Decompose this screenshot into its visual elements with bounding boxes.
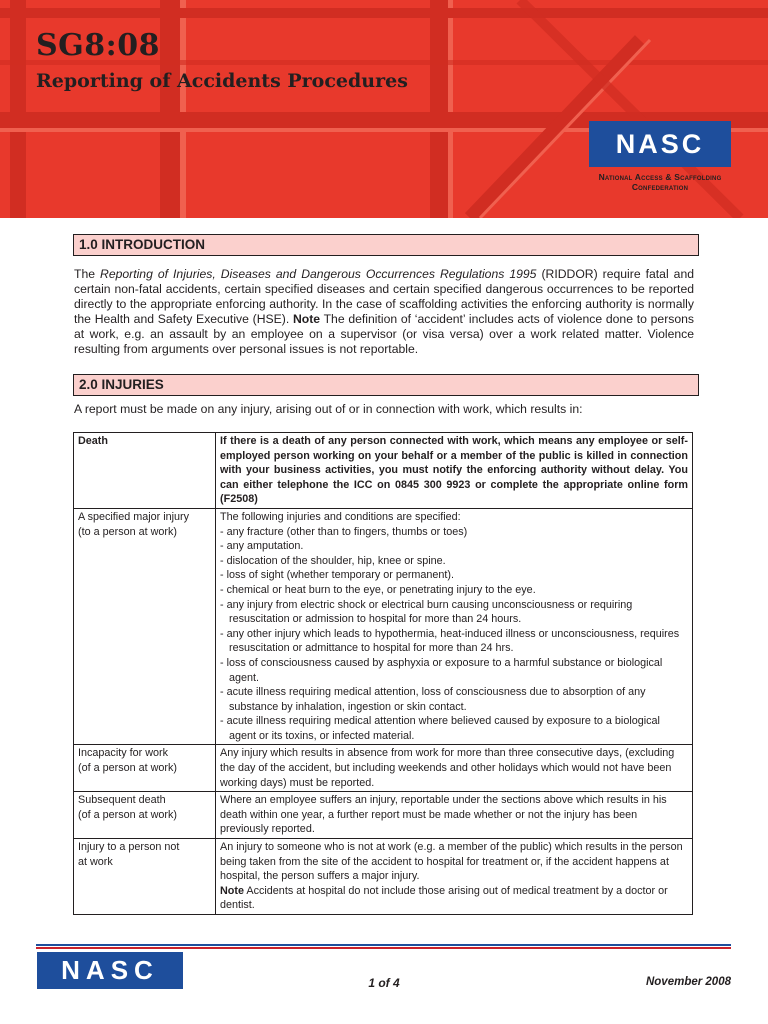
list-item: - dislocation of the shoulder, hip, knee or spine. (220, 554, 446, 567)
major-intro: The following injuries and conditions are specified: (220, 510, 461, 523)
table-row (74, 508, 693, 745)
list-item: - loss of consciousness caused by asphyxia or exposure to a harmful substance or biological agent. (220, 656, 663, 684)
list-item: - any amputation. (220, 540, 304, 553)
incapacity-label: Incapacity for work (78, 747, 169, 760)
row-label (74, 792, 216, 839)
injuries-table (73, 432, 693, 915)
footer-rule (36, 947, 731, 949)
note-label: Note (220, 884, 244, 897)
row-label (74, 508, 216, 745)
subsequent-death-label: (of a person at work) (78, 808, 178, 821)
introduction-paragraph (74, 267, 694, 357)
list-item: - any fracture (other than to fingers, thumbs or toes) (220, 525, 468, 538)
list-item: - any other injury which leads to hypothermia, heat-induced illness or unconsciousness, requires resuscitation or admittance to hospital for more than 24 hrs. (220, 627, 680, 655)
not-at-work-note (220, 884, 688, 913)
footer-nasc-logo: NASC (37, 952, 183, 989)
death-text: If there is a death of any person connected with work, which means any employee or self-employed person working on your behalf or a member of the public is killed in connection with your business activities, you must notify the enforcing authority without delay. You can either telephone the ICC on 0845 300 9923 or complete the appropriate online form (F2508) (220, 435, 688, 506)
not-at-work-label: Injury to a person not (78, 841, 180, 854)
document-code: SG8:08 (36, 28, 160, 63)
footer-rule (36, 944, 731, 946)
row-label (74, 745, 216, 792)
row-text (216, 839, 693, 915)
not-at-work-label: at work (78, 855, 113, 868)
logo-subtitle-line: National Access & Scaffolding (598, 172, 722, 182)
list-item: - chemical or heat burn to the eye, or penetrating injury to the eye. (220, 583, 536, 596)
major-label: (to a person at work) (78, 525, 178, 538)
major-label: A specified major injury (78, 510, 190, 523)
subsequent-death-label: Subsequent death (78, 794, 166, 807)
row-text (216, 433, 693, 509)
document-title: Reporting of Accidents Procedures (36, 70, 408, 92)
footer-date: November 2008 (645, 976, 731, 988)
note-text: Accidents at hospital do not include those arising out of medical treatment by a doctor or dentist. (220, 884, 668, 912)
table-row (74, 792, 693, 839)
section-heading-injuries: 2.0 INJURIES (73, 374, 699, 396)
note-label: Note (292, 312, 321, 326)
regulations-title: Reporting of Injuries, Diseases and Dangerous Occurrences Regulations 1995 (100, 267, 537, 281)
table-row (74, 433, 693, 509)
row-label (74, 433, 216, 509)
list-item: - loss of sight (whether temporary or permanent). (220, 569, 455, 582)
list-item: - acute illness requiring medical attention where believed caused by exposure to a biological agent or its toxins, or infected material. (220, 715, 660, 742)
section-heading-introduction: 1.0 INTRODUCTION (73, 234, 699, 256)
list-item: - any injury from electric shock or electrical burn causing unconsciousness or requiring resuscitation or admission to hospital for more than 24 hours. (220, 598, 633, 626)
nasc-logo: NASC (589, 121, 731, 167)
page-number: 1 of 4 (368, 976, 400, 990)
subsequent-death-text: Where an employee suffers an injury, reportable under the sections above which results in his death within one year, a further report must be made whether or not the injury has been previously reported. (216, 792, 693, 839)
list-item: - acute illness requiring medical attention, loss of consciousness due to absorption of any substance by inhalation, ingestion or skin contact. (220, 686, 646, 713)
logo-subtitle-line: Confederation (631, 182, 689, 192)
intro-text: The definition of ‘accident’ includes acts of violence done to persons at work, e.g. an assault by an employee on a supervisor (or visa versa) over a work related matter. Violence resulting from arguments over personal issues is not reportable. (74, 312, 694, 356)
intro-text: (RIDDOR) require fatal and certain non-fatal accidents, certain specified diseases and certain specified dangerous occurrences to be reported directly to the appropriate enforcing authority. In the case of scaffolding activities the enforcing authority is normally the Health and Safety Executive (HSE). (74, 267, 694, 326)
death-label: Death (78, 435, 108, 447)
not-at-work-text: An injury to someone who is not at work (e.g. a member of the public) which results in the person being taken from the site of the accident to hospital for treatment or, if the accident happens at hospital, the person suffers a major injury. (220, 841, 683, 883)
intro-text: The (74, 267, 101, 281)
row-text (216, 508, 693, 745)
incapacity-label: (of a person at work) (78, 762, 178, 775)
row-label (74, 839, 216, 915)
table-row (74, 745, 693, 792)
incapacity-text: Any injury which results in absence from work for more than three consecutive days, (excluding the day of the accident, but including weekends and other holidays which would not have been working days) must be reported. (216, 745, 693, 792)
table-row (74, 839, 693, 915)
nasc-logo-subtitle (574, 172, 746, 192)
injuries-intro: A report must be made on any injury, arising out of or in connection with work, which results in: (74, 402, 583, 416)
